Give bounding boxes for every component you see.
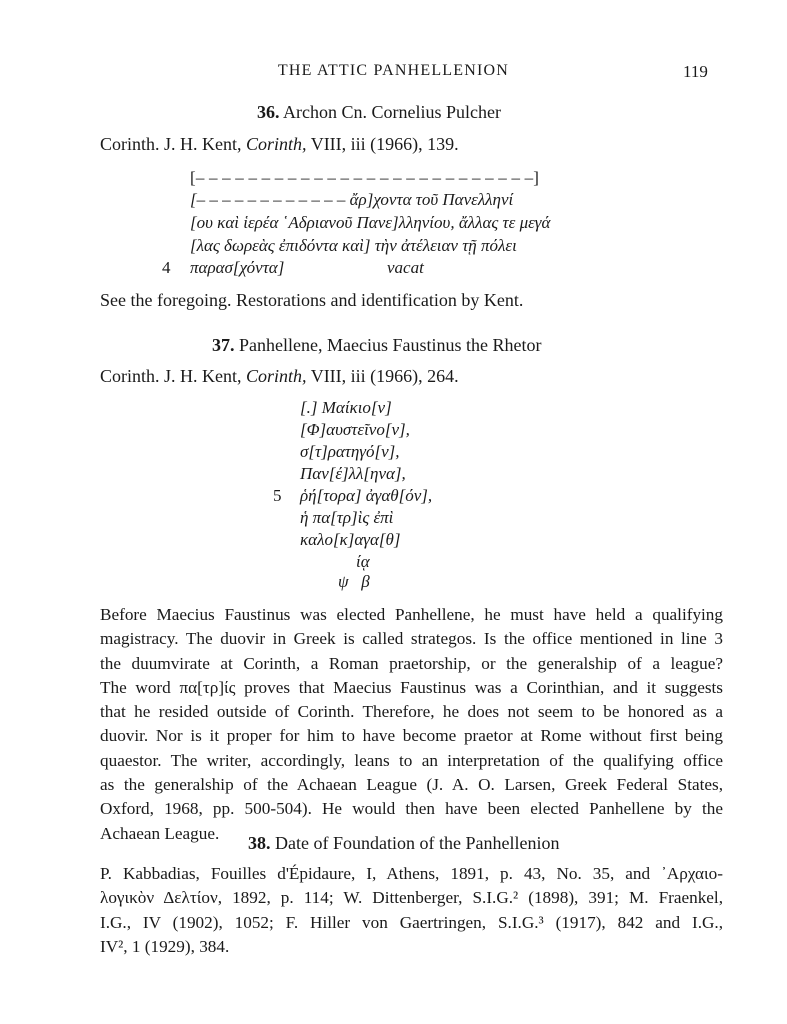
entry-36-heading — [257, 102, 501, 123]
citation-text: Corinth. J. H. Kent, — [100, 366, 246, 386]
inscription-line: σ[τ]ρατηγό[ν], — [300, 442, 400, 461]
inscription-line: [Φ]αυστεῖνο[ν], — [300, 420, 410, 439]
entry-37-citation — [100, 366, 459, 387]
paragraph-line: that he resided outside of Corinth. Therefore, he does not seem to be honored as a — [100, 702, 723, 722]
entry-36-title: Archon Cn. Cornelius Pulcher — [283, 102, 501, 122]
citation-journal: Corinth, — [246, 366, 307, 386]
paragraph-line: Oxford, 1968, pp. 500-504). He would then have been elected Panhellene by the — [100, 799, 723, 819]
inscription-line: [– – – – – – – – – – – – – – – – – – – – – – – – – –] — [190, 168, 540, 187]
inscription-vacat: vacat — [387, 258, 424, 277]
citation-text: VIII, iii (1966), 264. — [306, 366, 459, 386]
inscription-line: ἡ πα[τρ]ὶς ἐπὶ — [300, 508, 394, 527]
entry-36-number: 36. — [257, 102, 280, 122]
entry-38-title: Date of Foundation of the Panhellenion — [275, 833, 560, 853]
citation-journal: Corinth, — [246, 134, 307, 154]
inscription-line: [.] Μαίκιο[ν] — [300, 398, 392, 417]
paragraph-line: as the generalship of the Achaean League (J. A. O. Larsen, Greek Federal States, — [100, 775, 723, 795]
entry-37-title: Panhellene, Maecius Faustinus the Rhetor — [239, 335, 542, 355]
inscription-line: ίᾳ — [356, 552, 370, 571]
entry-38-number: 38. — [248, 833, 271, 853]
paragraph-line: the duumvirate at Corinth, a Roman praetorship, or the generalship of a league? — [100, 653, 723, 673]
inscription-line-number: 4 — [162, 258, 171, 277]
inscription-line: παρασ[χόντα] — [190, 258, 285, 277]
inscription-line: ψ β — [338, 572, 370, 591]
inscription-line: [λας δωρεὰς ἐπιδόντα καὶ] τὴν ἀτέλειαν τῇ πόλει — [190, 236, 517, 255]
inscription-line: [– – – – – – – – – – – – ἄρ]χοντα τοῦ Πανελληνί — [190, 190, 514, 209]
entry-37-heading — [212, 335, 541, 356]
running-header-title: THE ATTIC PANHELLENION — [277, 62, 510, 79]
paragraph-line: Achaean League. — [100, 823, 220, 843]
entry-36-citation — [100, 134, 459, 155]
inscription-line: Παν[έ]λλ[ηνα], — [300, 464, 406, 483]
entry-37-discussion — [100, 603, 723, 846]
entry-36-note: See the foregoing. Restorations and identification by Kent. — [100, 290, 524, 310]
entry-37-number: 37. — [212, 335, 235, 355]
inscription-line: ῥή[τορα] ἀγαθ[όν], — [300, 486, 433, 505]
paragraph-line: I.G., IV (1902), 1052; F. Hiller von Gaertringen, S.I.G.³ (1917), 842 and I.G., — [100, 912, 723, 932]
paragraph-line: quaestor. The writer, accordingly, leans to an interpretation of the qualifying office — [100, 750, 723, 770]
entry-38-heading — [248, 833, 559, 854]
paragraph-line: duovir. Nor is it proper for him to have become praetor at Rome without first being — [100, 726, 723, 746]
inscription-line-number: 5 — [273, 486, 282, 505]
page-number: 119 — [683, 62, 708, 81]
paragraph-line: magistracy. The duovir in Greek is called strategos. Is the office mentioned in line 3 — [100, 629, 723, 649]
paragraph-line: P. Kabbadias, Fouilles d'Épidaure, I, Athens, 1891, p. 43, No. 35, and ᾽Αρχαιο- — [100, 864, 723, 883]
paragraph-line: λογικὸν Δελτίον, 1892, p. 114; W. Dittenberger, S.I.G.² (1898), 391; M. Fraenkel, — [100, 888, 723, 908]
paragraph-line: IV², 1 (1929), 384. — [100, 936, 230, 956]
paragraph-line: Before Maecius Faustinus was elected Panhellene, he must have held a qualifying — [100, 605, 723, 624]
entry-38-bibliography — [100, 862, 723, 959]
inscription-line: [ου καὶ ἱερέα ῾Αδριανοῦ Πανε]λληνίου, ἄλλας τε μεγά — [190, 213, 551, 232]
paragraph-line: The word πα[τρ]ίς proves that Maecius Faustinus was a Corinthian, and it suggests — [100, 677, 723, 697]
inscription-line: καλο[κ]αγα[θ] — [300, 530, 401, 549]
citation-text: VIII, iii (1966), 139. — [306, 134, 459, 154]
citation-text: Corinth. J. H. Kent, — [100, 134, 246, 154]
